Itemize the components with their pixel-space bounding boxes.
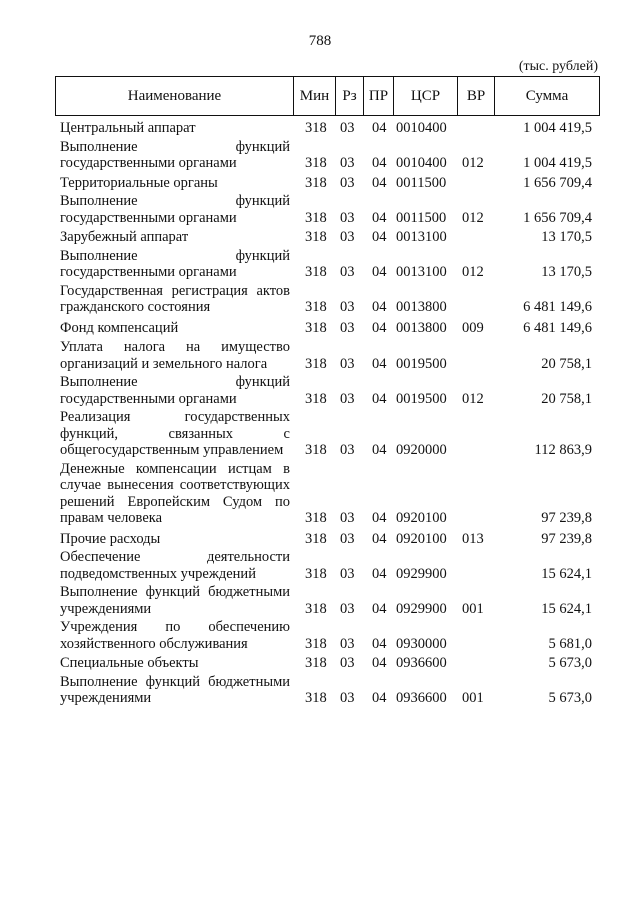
header-min: Мин	[293, 77, 335, 115]
row-vr: 012	[462, 155, 484, 171]
row-min: 318	[305, 355, 327, 372]
row-sum: 6 481 149,6	[523, 319, 592, 336]
table-row	[55, 547, 600, 582]
row-name: Выполнение функций государственными органами	[60, 247, 290, 280]
row-csr: 0010400	[396, 155, 447, 171]
row-name: Уплата налога на имущество организаций и земельного налога	[60, 339, 290, 372]
row-rz: 03	[340, 209, 355, 226]
row-sum: 97 239,8	[541, 510, 592, 526]
row-pr: 04	[372, 229, 387, 245]
header-rz: Рз	[335, 77, 363, 115]
row-sum: 13 170,5	[541, 264, 592, 280]
row-csr: 0019500	[396, 390, 447, 407]
row-name: Территориальные органы	[60, 174, 218, 191]
row-rz: 03	[340, 530, 355, 547]
row-rz: 03	[340, 120, 355, 136]
table-row	[55, 407, 600, 459]
row-vr: 012	[462, 390, 484, 407]
table-row	[55, 281, 600, 316]
row-sum: 5 673,0	[548, 655, 592, 671]
row-sum: 5 681,0	[548, 635, 592, 652]
row-sum: 97 239,8	[541, 530, 592, 547]
header-pr: ПР	[363, 77, 393, 115]
page-number: 788	[308, 33, 332, 49]
row-name: Обеспечение деятельности подведомственных учреждений	[60, 549, 290, 582]
row-sum: 1 004 419,5	[523, 120, 592, 136]
row-vr: 009	[462, 319, 484, 336]
header-vr: ВР	[457, 77, 494, 115]
header-sum: Сумма	[494, 77, 600, 115]
row-pr: 04	[372, 690, 387, 706]
row-pr: 04	[372, 209, 387, 226]
row-csr: 0936600	[396, 690, 447, 706]
row-sum: 13 170,5	[541, 229, 592, 245]
row-min: 318	[305, 209, 327, 226]
row-sum: 20 758,1	[541, 355, 592, 372]
table-header	[55, 76, 600, 116]
row-csr: 0013100	[396, 264, 447, 280]
row-sum: 6 481 149,6	[523, 299, 592, 315]
table-row	[55, 672, 600, 707]
row-name: Фонд компенсаций	[60, 319, 179, 336]
row-pr: 04	[372, 174, 387, 191]
row-min: 318	[305, 299, 327, 315]
row-name: Прочие расходы	[60, 530, 161, 547]
row-rz: 03	[340, 299, 355, 315]
row-sum: 1 656 709,4	[523, 209, 592, 226]
row-name: Выполнение функций государственными органами	[60, 374, 290, 407]
row-pr: 04	[372, 155, 387, 171]
table-row	[55, 459, 600, 527]
row-csr: 0920100	[396, 530, 447, 547]
row-vr: 001	[462, 600, 484, 617]
row-name: Специальные объекты	[60, 655, 199, 671]
row-name: Реализация государственных функций, связанных с общегосударственным управлением	[60, 409, 290, 458]
row-rz: 03	[340, 655, 355, 671]
row-csr: 0019500	[396, 355, 447, 372]
row-name: Денежные компенсации истцам в случае вынесения соответствующих решений Европейским Судом по правам человека	[60, 460, 290, 526]
row-csr: 0011500	[396, 209, 447, 226]
table-row	[55, 172, 600, 192]
row-name: Учреждения по обеспечению хозяйственного обслуживания	[60, 619, 290, 652]
header-name: Наименование	[55, 77, 293, 115]
row-min: 318	[305, 174, 327, 191]
row-name: Выполнение функций государственными органами	[60, 193, 290, 226]
table-row	[55, 114, 600, 137]
row-csr: 0920100	[396, 510, 447, 526]
table-row	[55, 617, 600, 652]
row-csr: 0929900	[396, 565, 447, 582]
row-min: 318	[305, 600, 327, 617]
row-csr: 0936600	[396, 655, 447, 671]
table-row	[55, 372, 600, 407]
row-min: 318	[305, 319, 327, 336]
row-pr: 04	[372, 530, 387, 547]
table-row	[55, 246, 600, 281]
row-pr: 04	[372, 299, 387, 315]
row-min: 318	[305, 155, 327, 171]
row-pr: 04	[372, 655, 387, 671]
row-sum: 20 758,1	[541, 390, 592, 407]
row-rz: 03	[340, 600, 355, 617]
row-min: 318	[305, 442, 327, 458]
row-rz: 03	[340, 690, 355, 706]
row-rz: 03	[340, 635, 355, 652]
row-csr: 0013100	[396, 229, 447, 245]
row-pr: 04	[372, 120, 387, 136]
row-vr: 012	[462, 209, 484, 226]
row-sum: 5 673,0	[548, 690, 592, 706]
table-row	[55, 137, 600, 172]
row-name: Выполнение функций бюджетными учреждениями	[60, 584, 290, 617]
table-row	[55, 582, 600, 617]
row-rz: 03	[340, 510, 355, 526]
table-row	[55, 336, 600, 372]
row-csr: 0920000	[396, 442, 447, 458]
row-rz: 03	[340, 264, 355, 280]
table-row	[55, 226, 600, 246]
row-rz: 03	[340, 355, 355, 372]
row-rz: 03	[340, 565, 355, 582]
row-name: Выполнение функций государственными органами	[60, 138, 290, 171]
row-name: Государственная регистрация актов гражданского состояния	[60, 282, 290, 315]
row-min: 318	[305, 690, 327, 706]
row-vr: 001	[462, 690, 484, 706]
row-csr: 0013800	[396, 299, 447, 315]
row-pr: 04	[372, 390, 387, 407]
row-min: 318	[305, 565, 327, 582]
table-row	[55, 316, 600, 337]
row-pr: 04	[372, 442, 387, 458]
row-pr: 04	[372, 565, 387, 582]
row-sum: 15 624,1	[541, 565, 592, 582]
row-min: 318	[305, 510, 327, 526]
row-vr: 012	[462, 264, 484, 280]
row-sum: 15 624,1	[541, 600, 592, 617]
row-sum: 1 656 709,4	[523, 174, 592, 191]
row-name: Центральный аппарат	[60, 120, 196, 136]
row-rz: 03	[340, 390, 355, 407]
row-pr: 04	[372, 319, 387, 336]
row-csr: 0930000	[396, 635, 447, 652]
row-name: Зарубежный аппарат	[60, 229, 189, 245]
row-min: 318	[305, 390, 327, 407]
row-csr: 0011500	[396, 174, 447, 191]
row-rz: 03	[340, 229, 355, 245]
row-csr: 0929900	[396, 600, 447, 617]
row-min: 318	[305, 264, 327, 280]
table-row	[55, 191, 600, 226]
row-pr: 04	[372, 635, 387, 652]
row-pr: 04	[372, 510, 387, 526]
row-rz: 03	[340, 319, 355, 336]
row-csr: 0010400	[396, 120, 447, 136]
row-rz: 03	[340, 174, 355, 191]
row-min: 318	[305, 229, 327, 245]
row-min: 318	[305, 120, 327, 136]
row-pr: 04	[372, 264, 387, 280]
row-pr: 04	[372, 600, 387, 617]
table-body	[55, 114, 600, 707]
units-label: (тыс. рублей)	[518, 59, 598, 74]
row-sum: 1 004 419,5	[523, 155, 592, 171]
row-min: 318	[305, 655, 327, 671]
table-row	[55, 652, 600, 672]
row-rz: 03	[340, 442, 355, 458]
table-row	[55, 527, 600, 548]
header-csr: ЦСР	[393, 77, 457, 115]
row-name: Выполнение функций бюджетными учреждениями	[60, 673, 290, 706]
row-min: 318	[305, 635, 327, 652]
row-sum: 112 863,9	[534, 442, 592, 458]
row-min: 318	[305, 530, 327, 547]
row-rz: 03	[340, 155, 355, 171]
row-vr: 013	[462, 530, 484, 547]
row-pr: 04	[372, 355, 387, 372]
row-csr: 0013800	[396, 319, 447, 336]
